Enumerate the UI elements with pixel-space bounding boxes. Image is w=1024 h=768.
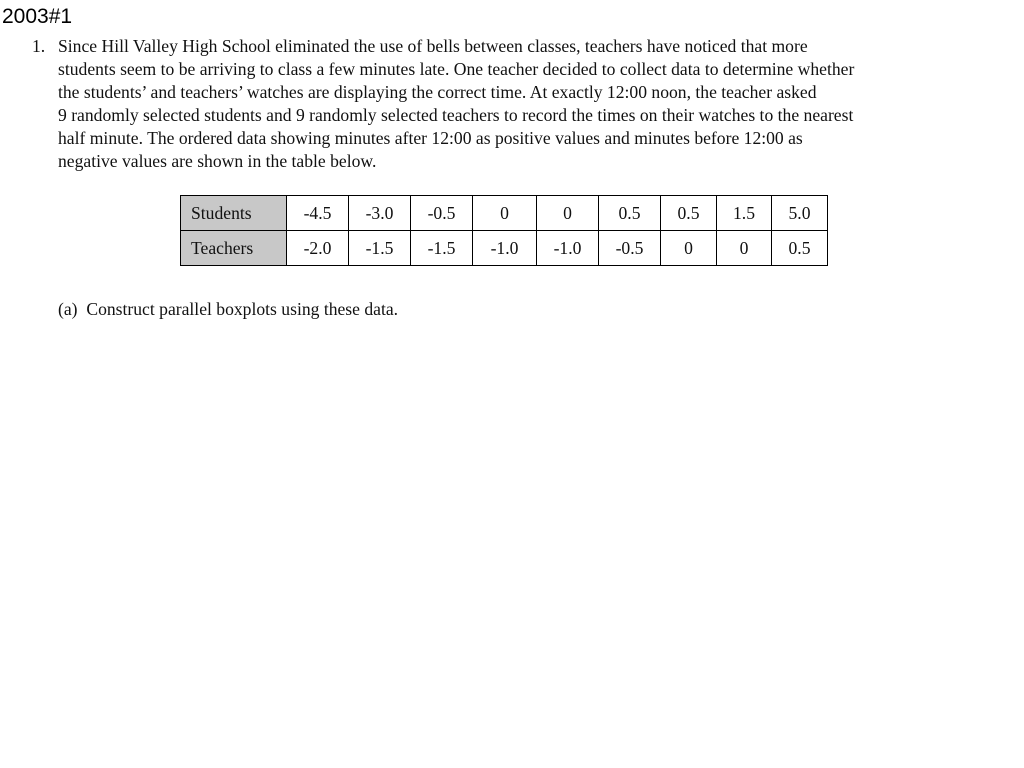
table-cell: -4.5	[287, 196, 349, 231]
table-cell: -0.5	[411, 196, 473, 231]
table-cell: 0	[717, 231, 772, 266]
problem-number: 1.	[32, 36, 46, 56]
problem-line: students seem to be arriving to class a few minutes late. One teacher decided to collect data to determine whether	[58, 59, 855, 79]
part-a-question	[58, 298, 398, 321]
table-row-teachers	[181, 231, 828, 266]
problem-statement	[32, 35, 992, 173]
table-cell: 0.5	[661, 196, 717, 231]
page-header: 2003#1	[2, 5, 73, 28]
problem-line: Since Hill Valley High School eliminated the use of bells between classes, teachers have noticed that more	[58, 36, 808, 56]
table-cell: 0	[473, 196, 537, 231]
problem-line: negative values are shown in the table below.	[58, 151, 377, 171]
table-cell: -2.0	[287, 231, 349, 266]
table-cell: 0	[661, 231, 717, 266]
data-table	[180, 195, 828, 266]
problem-line: half minute. The ordered data showing minutes after 12:00 as positive values and minutes before 12:00 as	[58, 128, 803, 148]
table-cell: -1.0	[537, 231, 599, 266]
part-a-text: Construct parallel boxplots using these data.	[86, 299, 399, 319]
table-cell: 0	[537, 196, 599, 231]
table-row-students	[181, 196, 828, 231]
table-cell: -0.5	[599, 231, 661, 266]
table-cell: 5.0	[772, 196, 828, 231]
table-cell: 0.5	[772, 231, 828, 266]
problem-line: the students’ and teachers’ watches are displaying the correct time. At exactly 12:00 noon, the teacher asked	[58, 82, 817, 102]
table-cell: -1.0	[473, 231, 537, 266]
problem-line: 9 randomly selected students and 9 randomly selected teachers to record the times on their watches to the nearest	[58, 105, 854, 125]
table-cell: -1.5	[411, 231, 473, 266]
table-cell: -3.0	[349, 196, 411, 231]
table-cell: -1.5	[349, 231, 411, 266]
table-cell: 1.5	[717, 196, 772, 231]
table-cell: 0.5	[599, 196, 661, 231]
row-label-teachers: Teachers	[181, 231, 287, 266]
part-a-label: (a)	[58, 299, 78, 319]
row-label-students: Students	[181, 196, 287, 231]
